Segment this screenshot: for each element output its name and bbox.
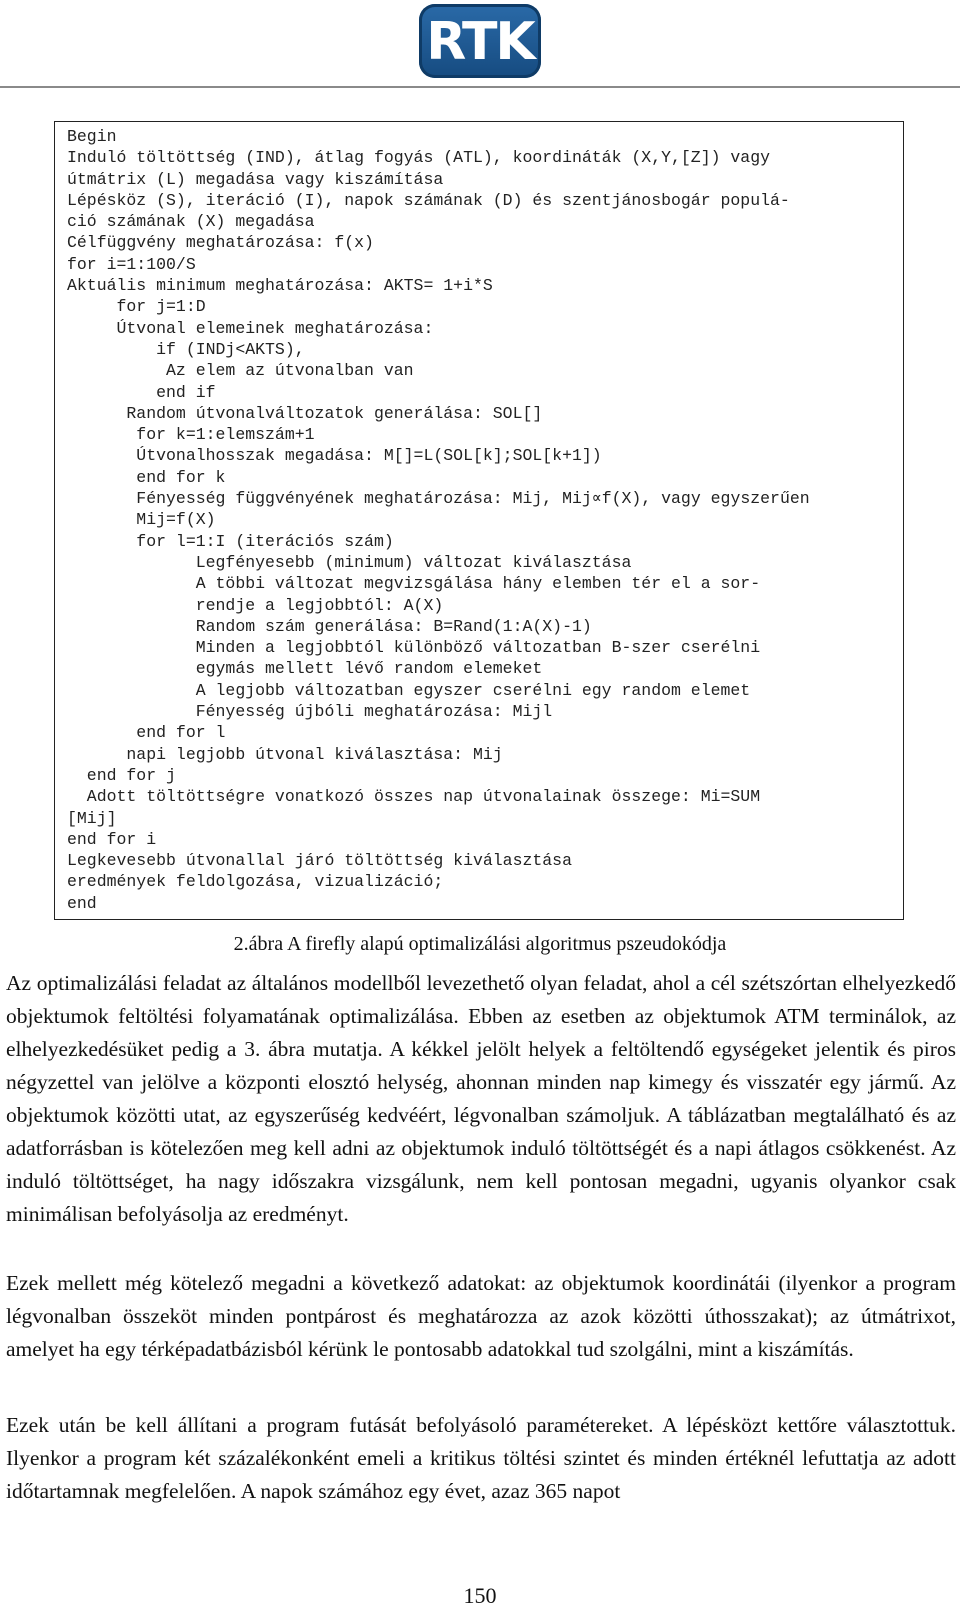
code-line: napi legjobb útvonal kiválasztása: Mij [67, 744, 503, 764]
code-line: Legkevesebb útvonallal járó töltöttség kiválasztása [67, 851, 572, 871]
logo-text: RTK [426, 12, 534, 72]
code-line: for l=1:I (iterációs szám) [67, 531, 394, 551]
page-header [0, 0, 960, 88]
code-line: útmátrix (L) megadása vagy kiszámítása [67, 169, 444, 189]
code-line: for i=1:100/S [67, 254, 196, 274]
code-line: A többi változat megvizsgálása hány elemben tér el a sor- [67, 574, 761, 594]
code-line: eredmények feldolgozása, vizualizáció; [67, 872, 444, 892]
paragraph-3: Ezek után be kell állítani a program futását befolyásoló paramétereket. A lépésközt kettőre választottuk. Ilyenkor a program két százalékonként emeli a kritikus töltési szintet és minden értéknél lefuttatja az adott időtartamnak megfelelően. A napok számához egy évet, azaz 365 napot [6, 1412, 956, 1503]
code-line: Aktuális minimum meghatározása: AKTS= 1+i*S [67, 276, 493, 296]
code-line: Fényesség függvényének meghatározása: Mij, Mij∝f(X), vagy egyszerűen [67, 489, 810, 509]
code-line: A legjobb változatban egyszer cserélni egy random elemet [67, 680, 751, 700]
code-line: end for i [67, 829, 157, 849]
code-line: Célfüggvény meghatározása: f(x) [67, 233, 374, 253]
rtk-logo [419, 4, 541, 78]
code-line: for j=1:D [67, 297, 206, 317]
pseudocode-listing [67, 126, 891, 914]
pseudocode-box [54, 121, 904, 920]
code-line: Random szám generálása: B=Rand(1:A(X)-1) [67, 616, 592, 636]
figure-caption: 2.ábra A firefly alapú optimalizálási algoritmus pszeudokódja [233, 933, 727, 955]
code-line: egymás mellett lévő random elemeket [67, 659, 543, 679]
code-line: end if [67, 382, 216, 402]
code-line: if (INDj<AKTS), [67, 339, 305, 359]
code-line: end for j [67, 765, 176, 785]
paragraph-1: Az optimalizálási feladat az általános modellből levezethető olyan feladat, ahol a cél szétszórtan elhelyezkedő objektumok feltöltési folyamatának optimalizálása. Ebben az esetben az objektumok ATM terminálok, az elhelyezkedésüket pedig a 3. ábra mutatja. A kékkel jelölt helyek a feltöltendő egységeket jelentik és piros négyzettel van jelölve a központi elosztó helység, ahonnan minden nap kimegy és visszatér egy jármű. Az objektumok közötti utat, az egyszerűség kedvéért, légvonalban számoljuk. A táblázatban megtalálható és az adatforrásban is kötelezően meg kell adni az objektumok induló töltöttségét és a napi átlagos csökkenést. Az induló töltöttséget, ha nagy időszakra vizsgálunk, nem kell pontosan megadni, ugyanis olyankor csak minimálisan befolyásolja az eredményt. [6, 970, 956, 1226]
code-line: Adott töltöttségre vonatkozó összes nap útvonalainak összege: Mi=SUM [67, 787, 761, 807]
code-line: [Mij] [67, 808, 117, 828]
code-line: rendje a legjobbtól: A(X) [67, 595, 444, 615]
code-line: end [67, 893, 97, 913]
paragraph-2: Ezek mellett még kötelező megadni a következő adatokat: az objektumok koordinátái (ilyenkor a program légvonalban összeköt minden pontpárost és meghatározza az azok közötti úthosszakat); az útmátrixot, amelyet ha egy térképadatbázisból kérünk le pontosabb adatokkal tud szolgálni, mint a kiszámítás. [6, 1270, 956, 1361]
code-line: Legfényesebb (minimum) változat kiválasztása [67, 552, 632, 572]
code-line: Mij=f(X) [67, 510, 216, 530]
code-line: Lépésköz (S), iteráció (I), napok számának (D) és szentjánosbogár populá- [67, 190, 790, 210]
code-line: Útvonalhosszak megadása: M[]=L(SOL[k];SOL[k+1]) [67, 446, 602, 466]
code-line: Random útvonalváltozatok generálása: SOL[] [67, 403, 543, 423]
code-line: for k=1:elemszám+1 [67, 425, 315, 445]
header-rule [0, 86, 960, 88]
code-line: Begin [67, 127, 117, 146]
code-line: ció számának (X) megadása [67, 212, 315, 232]
code-line: end for k [67, 467, 226, 487]
code-line: Az elem az útvonalban van [67, 361, 414, 381]
page-number: 150 [463, 1583, 497, 1608]
code-line: end for l [67, 723, 226, 743]
code-line: Induló töltöttség (IND), átlag fogyás (ATL), koordináták (X,Y,[Z]) vagy [67, 148, 771, 168]
code-line: Minden a legjobbtól különböző változatban B-szer cserélni [67, 638, 761, 658]
code-line: Fényesség újbóli meghatározása: Mijl [67, 702, 553, 722]
code-line: Útvonal elemeinek meghatározása: [67, 318, 434, 338]
